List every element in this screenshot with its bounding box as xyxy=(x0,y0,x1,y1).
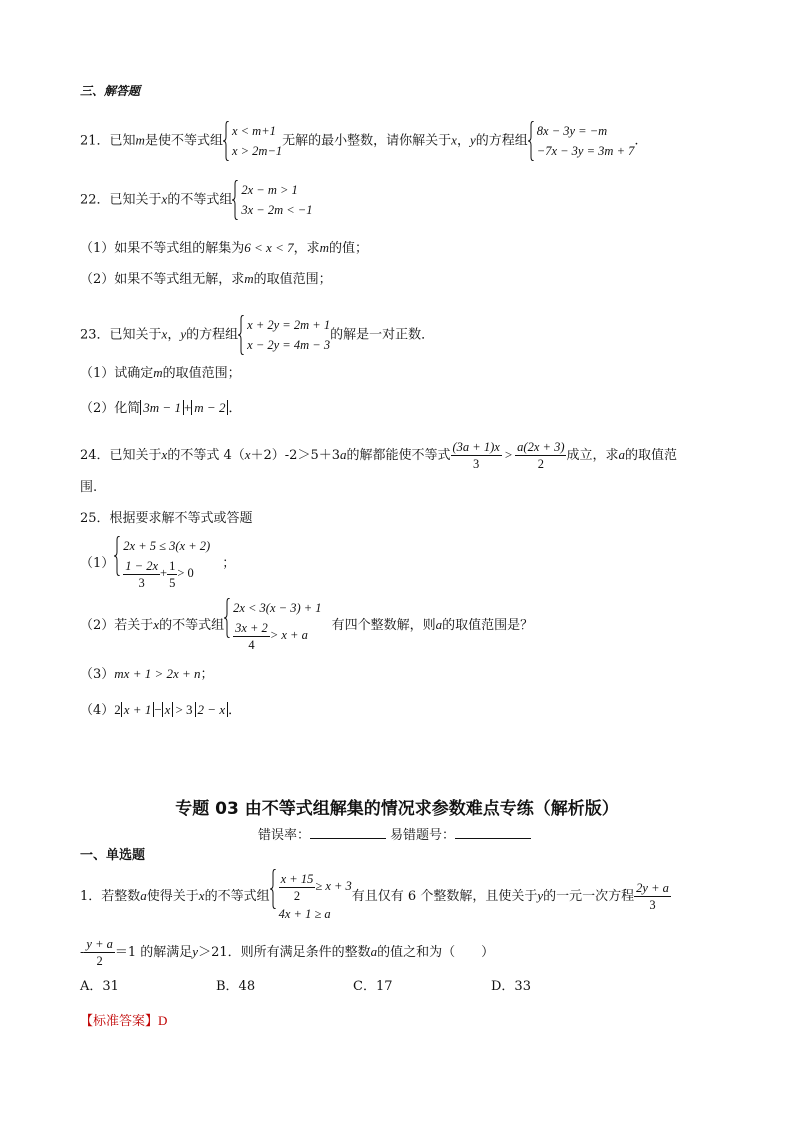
q25-p1-row2 xyxy=(123,556,210,591)
q22-inequality-system xyxy=(232,180,312,220)
q25-p2-text: （2）若关于 xyxy=(80,618,154,633)
mc1-text3: 有且仅有 6 个整数解，且使关于 xyxy=(351,889,538,904)
q25-p1-label: （1） xyxy=(80,555,115,571)
q22-sys-row2: 3x − 2m < −1 xyxy=(241,203,313,217)
q23-p1-text2: 的取值范围； xyxy=(162,366,241,381)
q25-p2-fraction xyxy=(233,620,270,653)
q24-f1-denominator: 3 xyxy=(473,457,480,471)
mc1-var-a2: a xyxy=(370,944,378,959)
q22-p2-text2: 的取值范围； xyxy=(253,272,332,287)
q25-part-1 xyxy=(80,536,235,591)
mc1-sys-f-denominator: 2 xyxy=(293,888,301,903)
q23-sys-row2: x − 2y = 4m − 3 xyxy=(247,338,331,352)
q23-plus: + xyxy=(183,400,192,415)
q25-p4-gt3: > 3 xyxy=(175,702,193,717)
q25-p2-text4: 的取值范围是？ xyxy=(442,618,534,633)
q22-var-x: x xyxy=(161,191,168,207)
q21-sys1-row1: x < m+1 xyxy=(231,124,276,138)
q24-f1-numerator: (3a + 1)x xyxy=(452,440,500,454)
q24-text3: 的解都能使不等式 xyxy=(346,448,451,463)
q25-p4-coef: 2 xyxy=(114,702,121,717)
q23-equation-system xyxy=(238,315,330,355)
mc1-var-y2: y xyxy=(192,944,199,959)
q22-sys-row1: 2x − m > 1 xyxy=(241,183,298,197)
q25-p1-row1: 2x + 5 ≤ 3(x + 2) xyxy=(123,539,211,553)
q25-p2-row1: 2x < 3(x − 3) + 1 xyxy=(233,601,322,616)
answer-value: D xyxy=(158,1013,168,1028)
q21-sys2-row1: 8x − 3y = −m xyxy=(536,124,608,138)
q25-part-3 xyxy=(80,664,214,685)
q25-p1-fraction-1 xyxy=(123,558,160,591)
q22-p1-range: 6 < x < 7 xyxy=(244,240,294,255)
q23-p2-text: （2）化简 xyxy=(80,401,141,416)
q22-text: 的不等式组 xyxy=(167,192,233,208)
q24-fraction-1 xyxy=(451,439,502,472)
section-heading-3: 三、解答题 xyxy=(80,84,141,98)
mc1-dash: - xyxy=(80,945,85,960)
question-25: 25．根据要求解不等式或答题 xyxy=(80,511,253,526)
q24-var-a: a xyxy=(340,447,347,462)
q21-equation-system xyxy=(528,121,635,161)
mc1-sys-row1 xyxy=(279,869,352,904)
q23-end: 的解是一对正数． xyxy=(330,327,435,343)
mc1-text1: 使得关于 xyxy=(146,889,199,904)
mc1-f2-numerator: y + a xyxy=(86,937,113,951)
q23-p1-var-m: m xyxy=(153,365,163,380)
q22-p1-text: （1）如果不等式组的解集为 xyxy=(80,241,245,256)
mc1-sys-fraction xyxy=(279,871,316,904)
mc1-text4: 的一元一次方程 xyxy=(543,889,635,904)
brace-icon xyxy=(238,315,245,355)
q25-p1-end: ； xyxy=(222,555,236,571)
q21-prefix: 21．已知 xyxy=(80,133,136,149)
q25-p1-plus: + xyxy=(160,566,168,580)
q25-part-2 xyxy=(80,598,533,653)
error-items-blank[interactable] xyxy=(455,826,531,839)
q23-part-2 xyxy=(80,398,241,419)
section-heading-1: 一、单选题 xyxy=(80,848,146,863)
mc1-line-2 xyxy=(80,932,494,973)
q25-p4-minus: − xyxy=(154,702,162,717)
q21-sys1-row2: x > 2m−1 xyxy=(231,144,283,158)
q25-p1-f2-numerator: 1 xyxy=(169,558,176,573)
q22-part-2 xyxy=(80,269,332,290)
q22-p1-text2: ，求 xyxy=(293,241,320,256)
question-24 xyxy=(80,439,677,472)
option-b[interactable]: B．48 xyxy=(216,979,256,994)
error-items-label: 易错题号： xyxy=(390,828,456,843)
q21-text: 是使不等式组 xyxy=(144,133,223,149)
error-rate-blank[interactable] xyxy=(310,826,386,839)
mc1-line2-text2: ＞21．则所有满足条件的整数 xyxy=(198,945,371,960)
mc1-sys-row2: 4x + 1 ≥ a xyxy=(278,906,331,921)
q21-text2: 无解的最小整数，请你解关于 xyxy=(282,133,452,149)
q25-p4-end: ． xyxy=(228,703,242,718)
option-a[interactable]: A．31 xyxy=(80,979,119,994)
q24-prefix: 24．已知关于 xyxy=(80,448,162,463)
q25-p2-row2-tail: > x + a xyxy=(269,628,308,643)
q22-p2-text: （2）如果不等式组无解，求 xyxy=(80,272,245,287)
mc1-sys-f-numerator: x + 15 xyxy=(280,871,314,886)
q25-p4-label: （4） xyxy=(80,703,115,718)
q24-text4: 成立，求 xyxy=(566,448,619,463)
mc1-fraction-1 xyxy=(634,880,671,913)
mc1-f2-denominator: 2 xyxy=(96,954,103,968)
option-c[interactable]: C．17 xyxy=(353,979,393,994)
q24-var-x2: x xyxy=(244,447,251,462)
q21-var-m: m xyxy=(135,132,145,148)
q23-p2-end: ． xyxy=(228,401,242,416)
q21-sys2-row2: −7x − 3y = 3m + 7 xyxy=(536,144,635,158)
q25-p3-end: ； xyxy=(200,667,214,682)
q21-comma: ， xyxy=(456,133,470,149)
q23-sys-row1: x + 2y = 2m + 1 xyxy=(247,318,331,332)
error-rate-label: 错误率： xyxy=(258,828,311,843)
q21-inequality-system xyxy=(223,121,282,161)
q25-p3-label: （3） xyxy=(80,667,115,682)
q24-text2: ＋2）-2＞5＋3 xyxy=(250,448,340,463)
q21-var-x: x xyxy=(451,132,457,148)
brace-icon xyxy=(528,121,535,161)
mc1-var-y: y xyxy=(537,888,544,903)
q21-end: . xyxy=(634,133,639,149)
q25-p4-abs-3: 2 − x xyxy=(195,702,229,717)
q25-p2-text3: 有四个整数解，则 xyxy=(331,618,436,633)
q25-p1-gt: > 0 xyxy=(177,566,194,580)
q24-f2-numerator: a(2x + 3) xyxy=(517,440,565,454)
option-d[interactable]: D．33 xyxy=(491,979,531,994)
mc1-prefix: 1．若整数 xyxy=(80,889,141,904)
brace-icon xyxy=(114,536,121,576)
mc1-f1-denominator: 3 xyxy=(649,898,656,912)
q25-p2-text2: 的不等式组 xyxy=(159,618,225,633)
mc-question-1 xyxy=(80,868,671,925)
q23-comma: ， xyxy=(167,327,181,343)
q25-p2-row2 xyxy=(233,618,321,653)
q23-text: 的方程组 xyxy=(186,327,239,343)
q25-p2-f-numerator: 3x + 2 xyxy=(235,620,268,635)
brace-icon xyxy=(270,869,277,909)
q25-p3-expr: mx + 1 > 2x + n xyxy=(114,666,201,681)
q24-gt: > xyxy=(504,447,513,462)
q23-prefix: 23．已知关于 xyxy=(80,327,162,343)
answer-label: 【标准答案】 xyxy=(80,1014,159,1029)
question-22 xyxy=(80,180,312,220)
q22-p2-var-m: m xyxy=(244,271,254,286)
standard-answer xyxy=(80,1011,167,1032)
mc1-line2-text3: 的值之和为（ ） xyxy=(377,945,495,960)
q22-p1-var-m: m xyxy=(319,240,330,255)
q25-p2-system xyxy=(224,598,321,653)
mc1-f1-numerator: 2y + a xyxy=(636,881,669,895)
q25-p2-var-x: x xyxy=(153,617,160,632)
q25-p1-fraction-2 xyxy=(167,558,177,591)
q25-p1-f1-numerator: 1 − 2x xyxy=(125,558,159,573)
q25-p1-f1-denominator: 3 xyxy=(138,575,145,590)
page-title: 专题 03 由不等式组解集的情况求参数难点专练（解析版） xyxy=(175,799,619,819)
q23-abs-2: m − 2 xyxy=(191,400,228,415)
mc1-system xyxy=(270,869,352,924)
brace-icon xyxy=(223,121,230,161)
q25-p1-system xyxy=(114,536,210,591)
q22-prefix: 22．已知关于 xyxy=(80,192,162,208)
q25-part-4 xyxy=(80,700,241,721)
q25-p1-f2-denominator: 5 xyxy=(169,575,176,590)
q21-text3: 的方程组 xyxy=(475,133,528,149)
q23-abs-1: 3m − 1 xyxy=(140,400,184,415)
q25-p4-abs-1: x + 1 xyxy=(121,702,155,717)
q25-p2-f-denominator: 4 xyxy=(248,637,255,652)
q23-var-y: y xyxy=(180,326,187,342)
mc1-var-x: x xyxy=(198,888,205,903)
q24-fraction-2 xyxy=(515,439,566,472)
q24-var-x: x xyxy=(161,447,168,462)
q23-p1-text: （1）试确定 xyxy=(80,366,154,381)
q21-var-y: y xyxy=(469,132,476,148)
mc1-var-a: a xyxy=(140,888,147,903)
stats-line xyxy=(258,826,531,846)
mc1-sys-row1-tail: ≥ x + 3 xyxy=(315,879,352,894)
brace-icon xyxy=(224,598,231,638)
question-21 xyxy=(80,121,639,161)
brace-icon xyxy=(232,180,239,220)
q22-p1-text3: 的值； xyxy=(329,241,369,256)
q25-p2-var-a: a xyxy=(435,617,443,632)
q24-text5: 的取值范 xyxy=(625,448,678,463)
mc1-line2-text1: ＝1 的解满足 xyxy=(114,945,193,960)
q24-text1: 的不等式 4（ xyxy=(167,448,245,463)
question-23 xyxy=(80,315,434,355)
q25-p4-abs-2: x xyxy=(162,702,174,717)
q23-var-x: x xyxy=(161,326,168,342)
q23-part-1 xyxy=(80,363,241,384)
mc1-fraction-2 xyxy=(84,936,114,969)
q22-part-1 xyxy=(80,238,368,259)
q24-f2-denominator: 2 xyxy=(537,457,544,471)
mc1-text2: 的不等式组 xyxy=(204,889,270,904)
q24-var-a2: a xyxy=(618,447,625,462)
q24-line-2: 围. xyxy=(80,480,98,495)
